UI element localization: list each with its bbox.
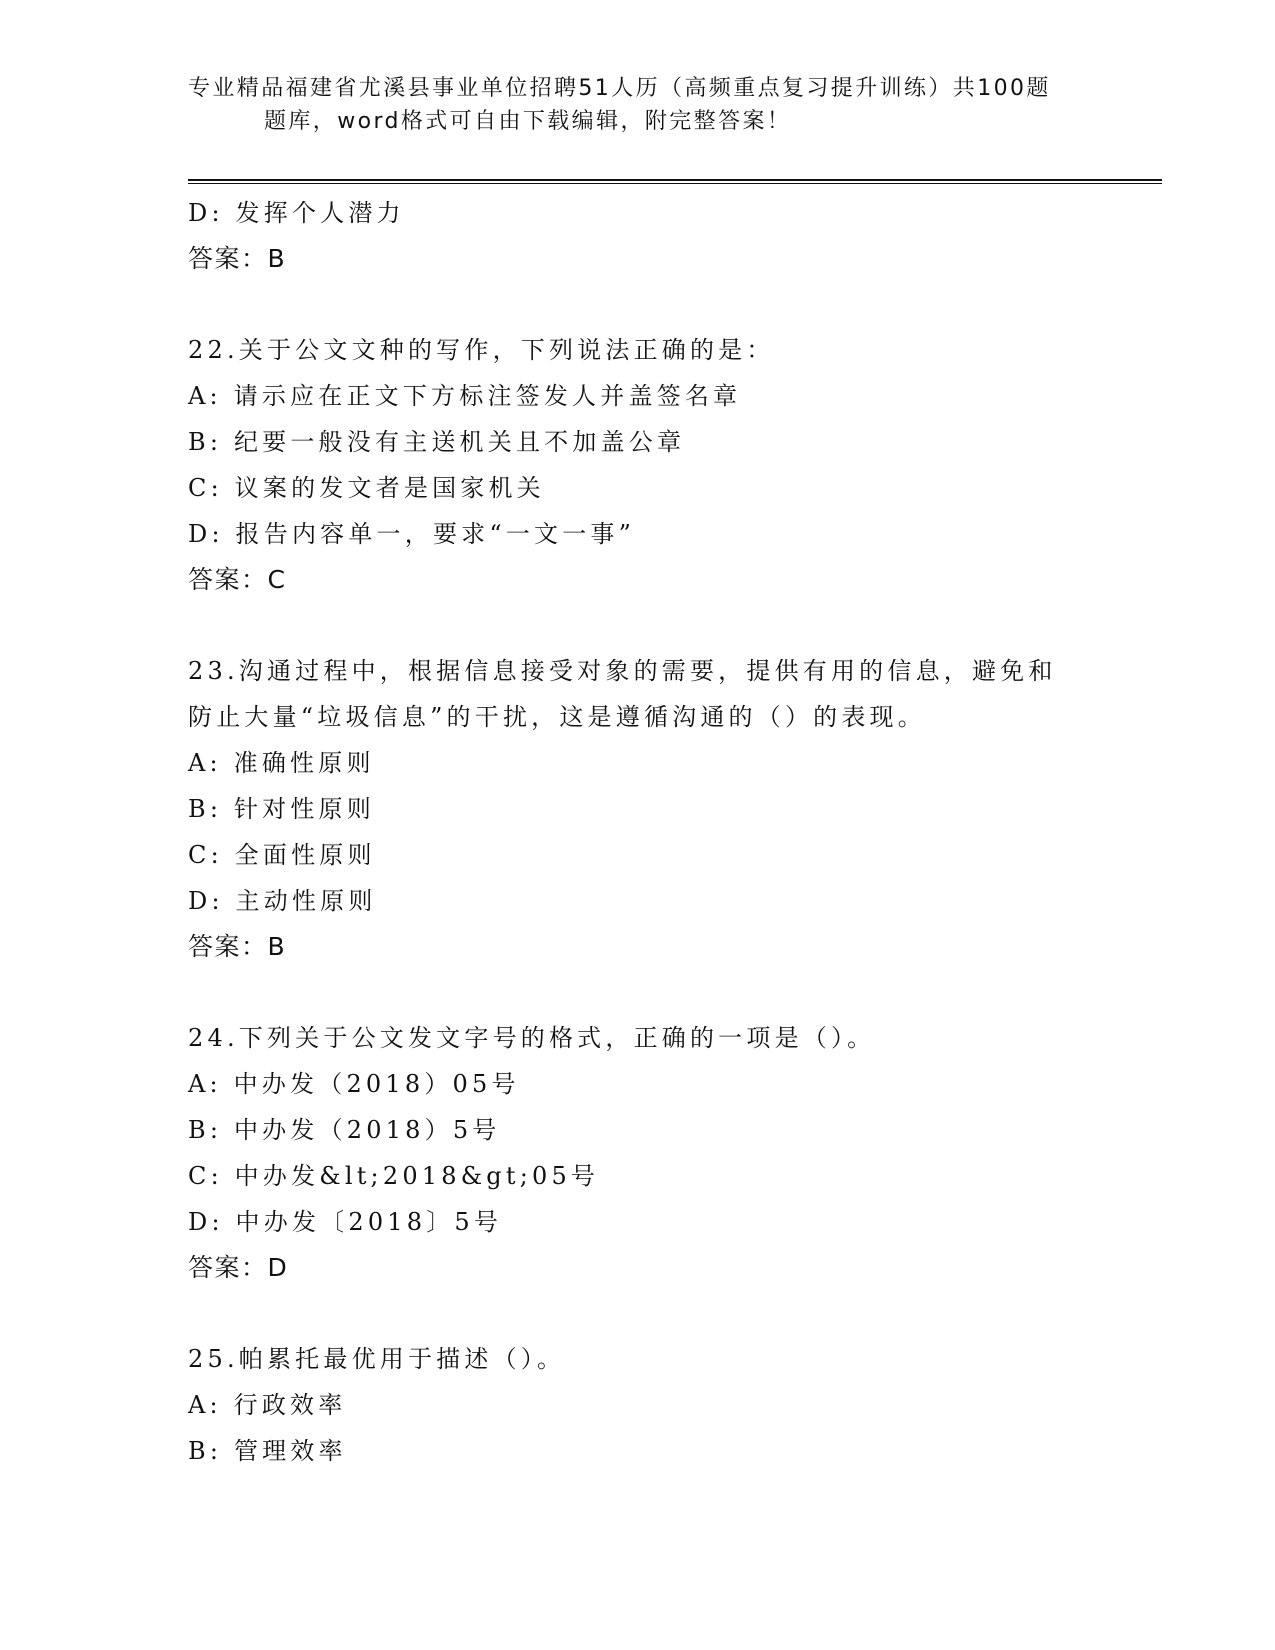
q25-option-a: A: 行政效率 [188, 1391, 347, 1419]
q23-option-a: A: 准确性原则 [188, 749, 375, 777]
q21-answer: 答案：B [188, 244, 287, 273]
q22-option-d: D: 报告内容单一，要求“一文一事” [188, 520, 636, 548]
q21-option-d: D: 发挥个人潜力 [188, 199, 405, 227]
q23-option-d: D: 主动性原则 [188, 887, 377, 915]
header-title-line2: 题库，word格式可自由下载编辑，附完整答案！ [264, 109, 792, 134]
q22-option-b: B: 纪要一般没有主送机关且不加盖公章 [188, 428, 686, 456]
q25-option-b: B: 管理效率 [188, 1437, 347, 1465]
q22-stem: 22.关于公文文种的写作，下列说法正确的是： [188, 336, 775, 364]
q24-option-b: B: 中办发（2018）5号 [188, 1116, 501, 1144]
q24-option-d: D: 中办发〔2018〕5号 [188, 1208, 503, 1236]
q22-option-c: C: 议案的发文者是国家机关 [188, 474, 545, 502]
q23-stem-line2: 防止大量“垃圾信息”的干扰，这是遵循沟通的（）的表现。 [188, 703, 926, 731]
q22-option-a: A: 请示应在正文下方标注签发人并盖签名章 [188, 382, 742, 410]
header-divider [188, 179, 1162, 184]
q23-option-b: B: 针对性原则 [188, 795, 375, 823]
q23-stem-line1: 23.沟通过程中，根据信息接受对象的需要，提供有用的信息，避免和 [188, 657, 1057, 685]
q24-option-a: A: 中办发（2018）05号 [188, 1070, 520, 1098]
q23-answer: 答案：B [188, 932, 287, 961]
q24-answer: 答案：D [188, 1253, 289, 1282]
q23-option-c: C: 全面性原则 [188, 841, 376, 869]
q24-stem: 24.下列关于公文发文字号的格式，正确的一项是（）。 [188, 1024, 876, 1052]
header-title-line1: 专业精品福建省尤溪县事业单位招聘51人历（高频重点复习提升训练）共100题 [188, 76, 1051, 101]
document-body [188, 190, 1088, 1474]
document-header [188, 72, 1068, 138]
q22-answer: 答案：C [188, 565, 287, 594]
q25-stem: 25.帕累托最优用于描述（）。 [188, 1345, 566, 1373]
q24-option-c: C: 中办发&lt;2018&gt;05号 [188, 1162, 600, 1190]
